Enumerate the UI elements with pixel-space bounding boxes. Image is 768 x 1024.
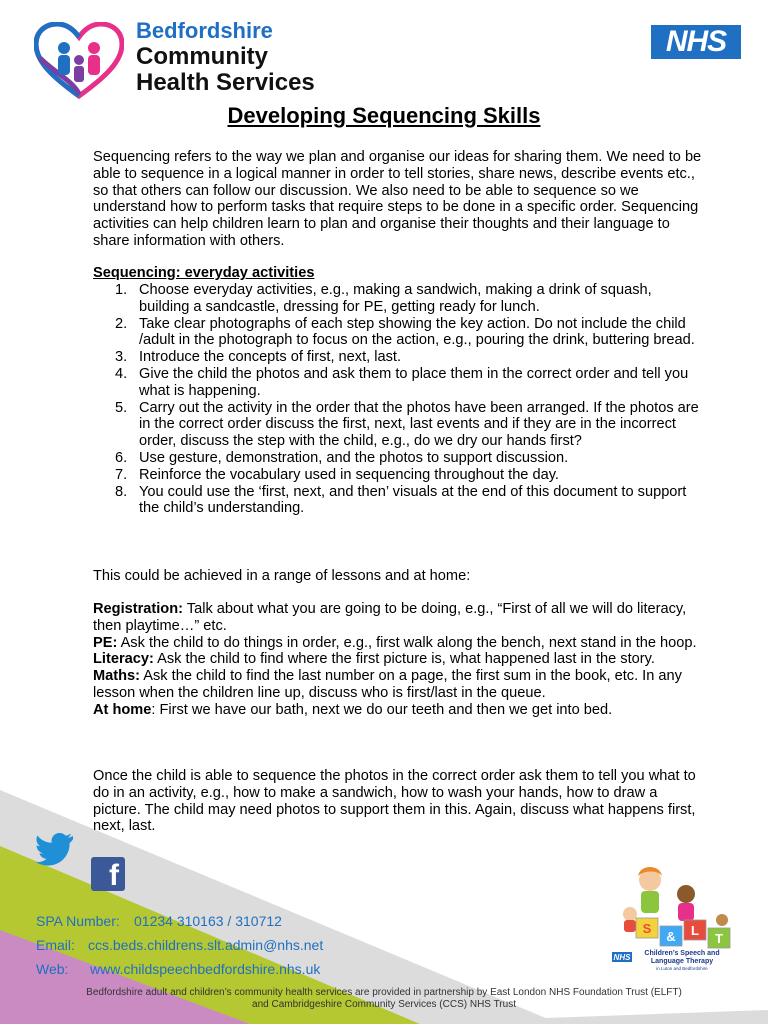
list-item bbox=[93, 366, 703, 400]
lesson-text: : First we have our bath, next we do our teeth and then we get into bed. bbox=[151, 701, 613, 718]
facebook-icon[interactable]: f bbox=[91, 857, 125, 891]
lesson-label: PE: bbox=[93, 634, 118, 651]
step-text: Choose everyday activities, e.g., making a sandwich, making a drink of squash, building a sandcastle, dressing for PE, getting ready for lunch. bbox=[139, 282, 652, 315]
lessons-intro: This could be achieved in a range of lessons and at home: bbox=[93, 568, 471, 584]
closing-paragraph: Once the child is able to sequence the photos in the correct order ask them to tell you what to do in an activity, e.g., how to make a sandwich, how to wash your hands, how to draw a picture. The child may need photos to support them in this. Again, discuss what happens first, next, last. bbox=[93, 768, 696, 835]
twitter-icon[interactable] bbox=[36, 832, 74, 866]
step-text: Take clear photographs of each step showing the key action. Do not include the child /adult in the photograph to focus on the action, e.g., pouring the drink, buttering bread. bbox=[139, 315, 695, 349]
lesson-text: Ask the child to do things in order, e.g., first walk along the bench, next stand in the hoop. bbox=[117, 634, 697, 651]
lesson-home bbox=[93, 702, 703, 719]
slt-line-1: Children’s Speech and bbox=[644, 950, 720, 957]
slt-nhs-mark: NHS bbox=[613, 953, 631, 962]
lesson-label: Registration: bbox=[93, 601, 183, 617]
org-name-line-1: Bedfordshire bbox=[136, 18, 273, 43]
heart-family-logo-icon bbox=[34, 22, 124, 100]
contact-email bbox=[36, 937, 323, 953]
list-item bbox=[93, 450, 703, 467]
step-text: Reinforce the vocabulary used in sequencing throughout the day. bbox=[139, 466, 559, 483]
block-s: S bbox=[642, 921, 652, 936]
slt-service-logo bbox=[610, 858, 740, 974]
step-number: 3. bbox=[115, 349, 128, 366]
step-text: Use gesture, demonstration, and the photos to support discussion. bbox=[139, 449, 569, 466]
contact-web bbox=[36, 961, 320, 977]
lessons-block bbox=[93, 601, 703, 719]
spa-number bbox=[36, 913, 282, 929]
list-item bbox=[93, 400, 703, 450]
step-number: 1. bbox=[115, 282, 128, 298]
block-amp: & bbox=[666, 929, 676, 944]
contact-value: 01234 310163 / 310712 bbox=[134, 913, 282, 929]
contact-label: Email: bbox=[36, 937, 75, 953]
list-item bbox=[93, 484, 703, 518]
nhs-logo: NHS bbox=[651, 25, 741, 59]
step-text: Carry out the activity in the order that the photos have been arranged. If the photos are in the correct order discuss the first, next, last events and if they are in the incorrect order, discuss the step with the child, e.g., do we dry our hands first? bbox=[139, 399, 699, 450]
list-item bbox=[93, 282, 703, 316]
lesson-label: At home bbox=[93, 701, 152, 718]
org-name-line-3: Health Services bbox=[136, 69, 315, 96]
contact-label: Web: bbox=[36, 961, 69, 977]
intro-paragraph: Sequencing refers to the way we plan and organise our ideas for sharing them. We need to be able to sequence in a logical manner in order to tell stories, share news, describe events etc., so that others can follow our discussion. We also need to be able to sequence so we understand how to perform tasks that require steps to be done in a specific order. Sequencing activities can help children learn to plan and organise their thoughts and their language to share information with others. bbox=[93, 149, 702, 249]
footer-note bbox=[0, 987, 768, 1011]
steps-list bbox=[93, 282, 703, 517]
lesson-maths bbox=[93, 668, 703, 702]
step-number: 2. bbox=[115, 315, 128, 332]
web-link[interactable]: www.childspeechbedfordshire.nhs.uk bbox=[90, 961, 321, 977]
block-l: L bbox=[691, 923, 699, 938]
block-t: T bbox=[715, 931, 723, 946]
lesson-literacy bbox=[93, 651, 703, 668]
lesson-pe bbox=[93, 635, 703, 652]
email-link[interactable]: ccs.beds.childrens.slt.admin@nhs.net bbox=[88, 937, 324, 953]
footer-note-line-1: Bedfordshire adult and children’s community health services are provided in partnership by East London NHS Foundation Trust (ELFT) bbox=[86, 987, 682, 998]
lesson-text: Ask the child to find the last number on a page, the first sum in the book, etc. In any lesson when the children line up, discuss who is first/last in the queue. bbox=[93, 668, 682, 701]
slt-line-3: in Luton and Bedfordshire bbox=[656, 966, 708, 971]
organisation-name bbox=[136, 20, 315, 96]
step-number: 7. bbox=[115, 466, 128, 483]
step-number: 5. bbox=[115, 399, 128, 416]
page-title: Developing Sequencing Skills bbox=[227, 103, 541, 128]
list-item bbox=[93, 467, 703, 484]
step-number: 6. bbox=[115, 449, 128, 466]
footer-note-line-2: and Cambridgeshire Community Services (CCS) NHS Trust bbox=[252, 999, 516, 1010]
step-text: You could use the ‘first, next, and then’ visuals at the end of this document to support the child’s understanding. bbox=[139, 483, 687, 517]
lesson-text: Talk about what you are going to be doing, e.g., “First of all we will do literacy, then playtime…” etc. bbox=[93, 601, 687, 634]
step-text: Give the child the photos and ask them to place them in the correct order and tell you what is happening. bbox=[139, 365, 689, 399]
activities-heading: Sequencing: everyday activities bbox=[93, 265, 315, 281]
lesson-registration bbox=[93, 601, 703, 635]
lesson-label: Maths: bbox=[93, 668, 141, 685]
list-item bbox=[93, 349, 703, 366]
org-name-line-2: Community bbox=[136, 43, 268, 70]
step-text: Introduce the concepts of first, next, last. bbox=[139, 349, 402, 366]
contact-label: SPA Number: bbox=[36, 913, 120, 929]
slt-line-2: Language Therapy bbox=[650, 958, 714, 965]
lesson-text: Ask the child to find where the first picture is, what happened last in the story. bbox=[153, 651, 655, 668]
lesson-label: Literacy: bbox=[93, 651, 154, 668]
step-number: 4. bbox=[115, 365, 128, 382]
list-item bbox=[93, 316, 703, 350]
step-number: 8. bbox=[115, 483, 128, 500]
